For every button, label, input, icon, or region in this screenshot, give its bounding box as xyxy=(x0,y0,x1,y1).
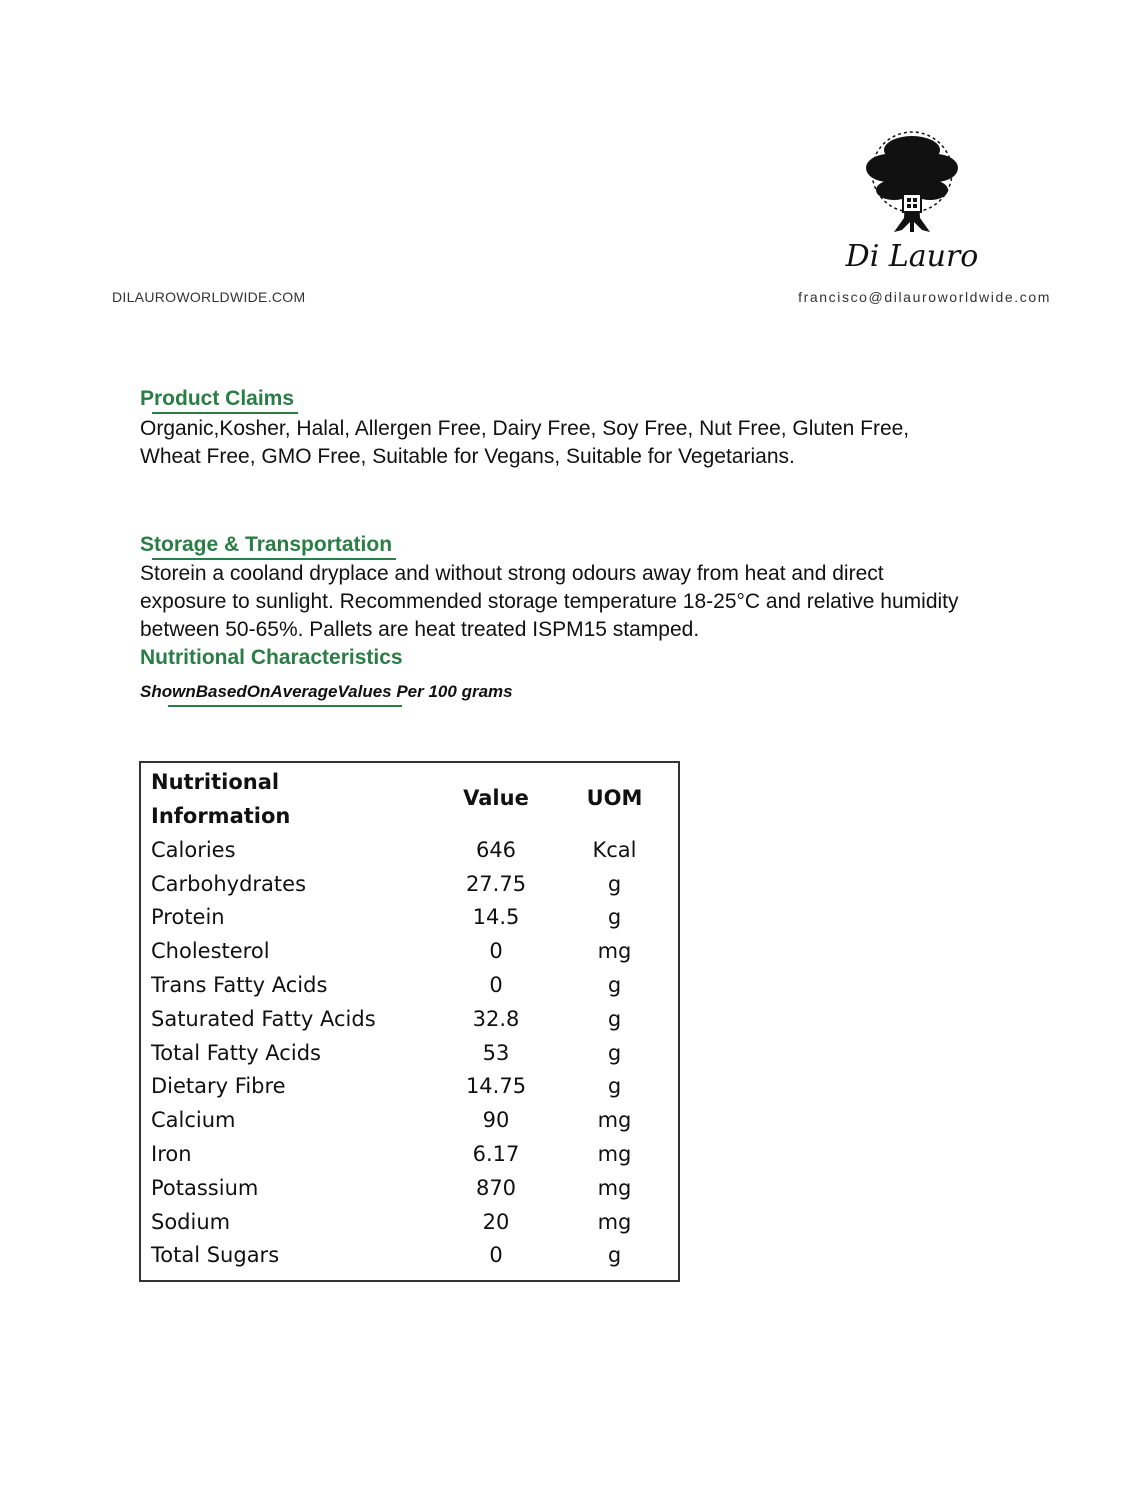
nutrient-uom: g xyxy=(607,1074,622,1099)
nutrient-name: Iron xyxy=(151,1142,192,1167)
brand-logo xyxy=(832,128,992,278)
nutrient-value: 53 xyxy=(482,1040,510,1065)
title-underline xyxy=(152,558,396,560)
title-underline xyxy=(152,412,298,414)
nutrient-value: 14.5 xyxy=(472,905,520,930)
nutrient-name: Cholesterol xyxy=(151,939,270,964)
email-link[interactable]: francisco@dilauroworldwide.com xyxy=(798,289,1051,305)
table-row xyxy=(140,968,679,1002)
nutrient-name: Trans Fatty Acids xyxy=(151,973,328,998)
nutrition-table xyxy=(139,761,680,1282)
nutrient-uom: mg xyxy=(597,1209,632,1234)
table-row xyxy=(140,1103,679,1137)
nutrient-name: Total Fatty Acids xyxy=(151,1040,321,1065)
nutrient-name: Saturated Fatty Acids xyxy=(151,1006,376,1031)
nutrient-name: Potassium xyxy=(151,1175,259,1200)
nutrient-value: 14.75 xyxy=(465,1074,527,1099)
nutrient-uom: g xyxy=(607,905,622,930)
nutrient-value: 90 xyxy=(482,1108,510,1133)
nutrient-name: Dietary Fibre xyxy=(151,1074,286,1099)
storage-line: between 50-65%. Pallets are heat treated ISPM15 stamped. xyxy=(140,618,700,641)
nutrient-uom: g xyxy=(607,871,622,896)
nutrient-value: 646 xyxy=(475,837,517,862)
nutrient-uom: mg xyxy=(597,939,632,964)
nutrient-name: Carbohydrates xyxy=(151,871,307,896)
table-header-row xyxy=(140,762,679,833)
nutrient-value: 27.75 xyxy=(465,871,527,896)
claims-line: Wheat Free, GMO Free, Suitable for Vegans, Suitable for Vegetarians. xyxy=(140,445,795,468)
nutrient-value: 0 xyxy=(489,973,503,998)
claims-line: Organic,Kosher, Halal, Allergen Free, Dairy Free, Soy Free, Nut Free, Gluten Free, xyxy=(140,417,910,440)
nutrient-uom: g xyxy=(607,973,622,998)
subtitle-underline xyxy=(168,705,402,707)
table-row xyxy=(140,1070,679,1104)
table-row xyxy=(140,867,679,901)
product-claims-title: Product Claims xyxy=(140,387,294,411)
table-row xyxy=(140,1171,679,1205)
table-row xyxy=(140,833,679,867)
col-header-value: Value xyxy=(463,786,529,810)
col-header-name: Nutritional Information xyxy=(151,770,291,828)
nutrient-value: 870 xyxy=(475,1175,517,1200)
table-row xyxy=(140,1205,679,1239)
website-link[interactable]: DILAUROWORLDWIDE.COM xyxy=(112,289,306,305)
nutrient-name: Total Sugars xyxy=(151,1243,280,1268)
table-row xyxy=(140,1002,679,1036)
col-header-uom: UOM xyxy=(586,786,643,810)
nutrient-value: 0 xyxy=(489,1243,503,1268)
table-row xyxy=(140,1239,679,1282)
storage-line: Storein a cooland dryplace and without strong odours away from heat and direct xyxy=(140,562,884,585)
nutrient-uom: mg xyxy=(597,1175,632,1200)
nutrient-uom: Kcal xyxy=(592,837,637,862)
storage-text xyxy=(140,560,1070,644)
nutrient-name: Sodium xyxy=(151,1209,231,1234)
nutrient-value: 6.17 xyxy=(472,1142,520,1167)
table-row xyxy=(140,1137,679,1171)
tree-icon xyxy=(832,128,992,278)
nutrient-name: Calcium xyxy=(151,1108,236,1133)
nutrition-subtitle: ShownBasedOnAverageValues Per 100 grams xyxy=(140,682,513,702)
product-claims-text xyxy=(140,415,1070,471)
product-claims-section xyxy=(140,387,1070,471)
nutrient-value: 32.8 xyxy=(472,1006,520,1031)
nutrient-uom: mg xyxy=(597,1142,632,1167)
logo-wordmark: Di Lauro xyxy=(845,239,979,274)
nutrient-value: 20 xyxy=(482,1209,510,1234)
storage-section xyxy=(140,533,1070,670)
storage-title: Storage & Transportation xyxy=(140,533,392,557)
nutrient-uom: g xyxy=(607,1243,622,1268)
nutrient-name: Calories xyxy=(151,837,236,862)
storage-line: exposure to sunlight. Recommended storage temperature 18-25°C and relative humidity xyxy=(140,590,959,613)
table-row xyxy=(140,934,679,968)
nutrient-name: Protein xyxy=(151,905,225,930)
nutrition-title: Nutritional Characteristics xyxy=(140,646,403,669)
table-row xyxy=(140,1036,679,1070)
table-row xyxy=(140,901,679,935)
nutrient-uom: mg xyxy=(597,1108,632,1133)
nutrient-value: 0 xyxy=(489,939,503,964)
nutrient-uom: g xyxy=(607,1040,622,1065)
nutrient-uom: g xyxy=(607,1006,622,1031)
